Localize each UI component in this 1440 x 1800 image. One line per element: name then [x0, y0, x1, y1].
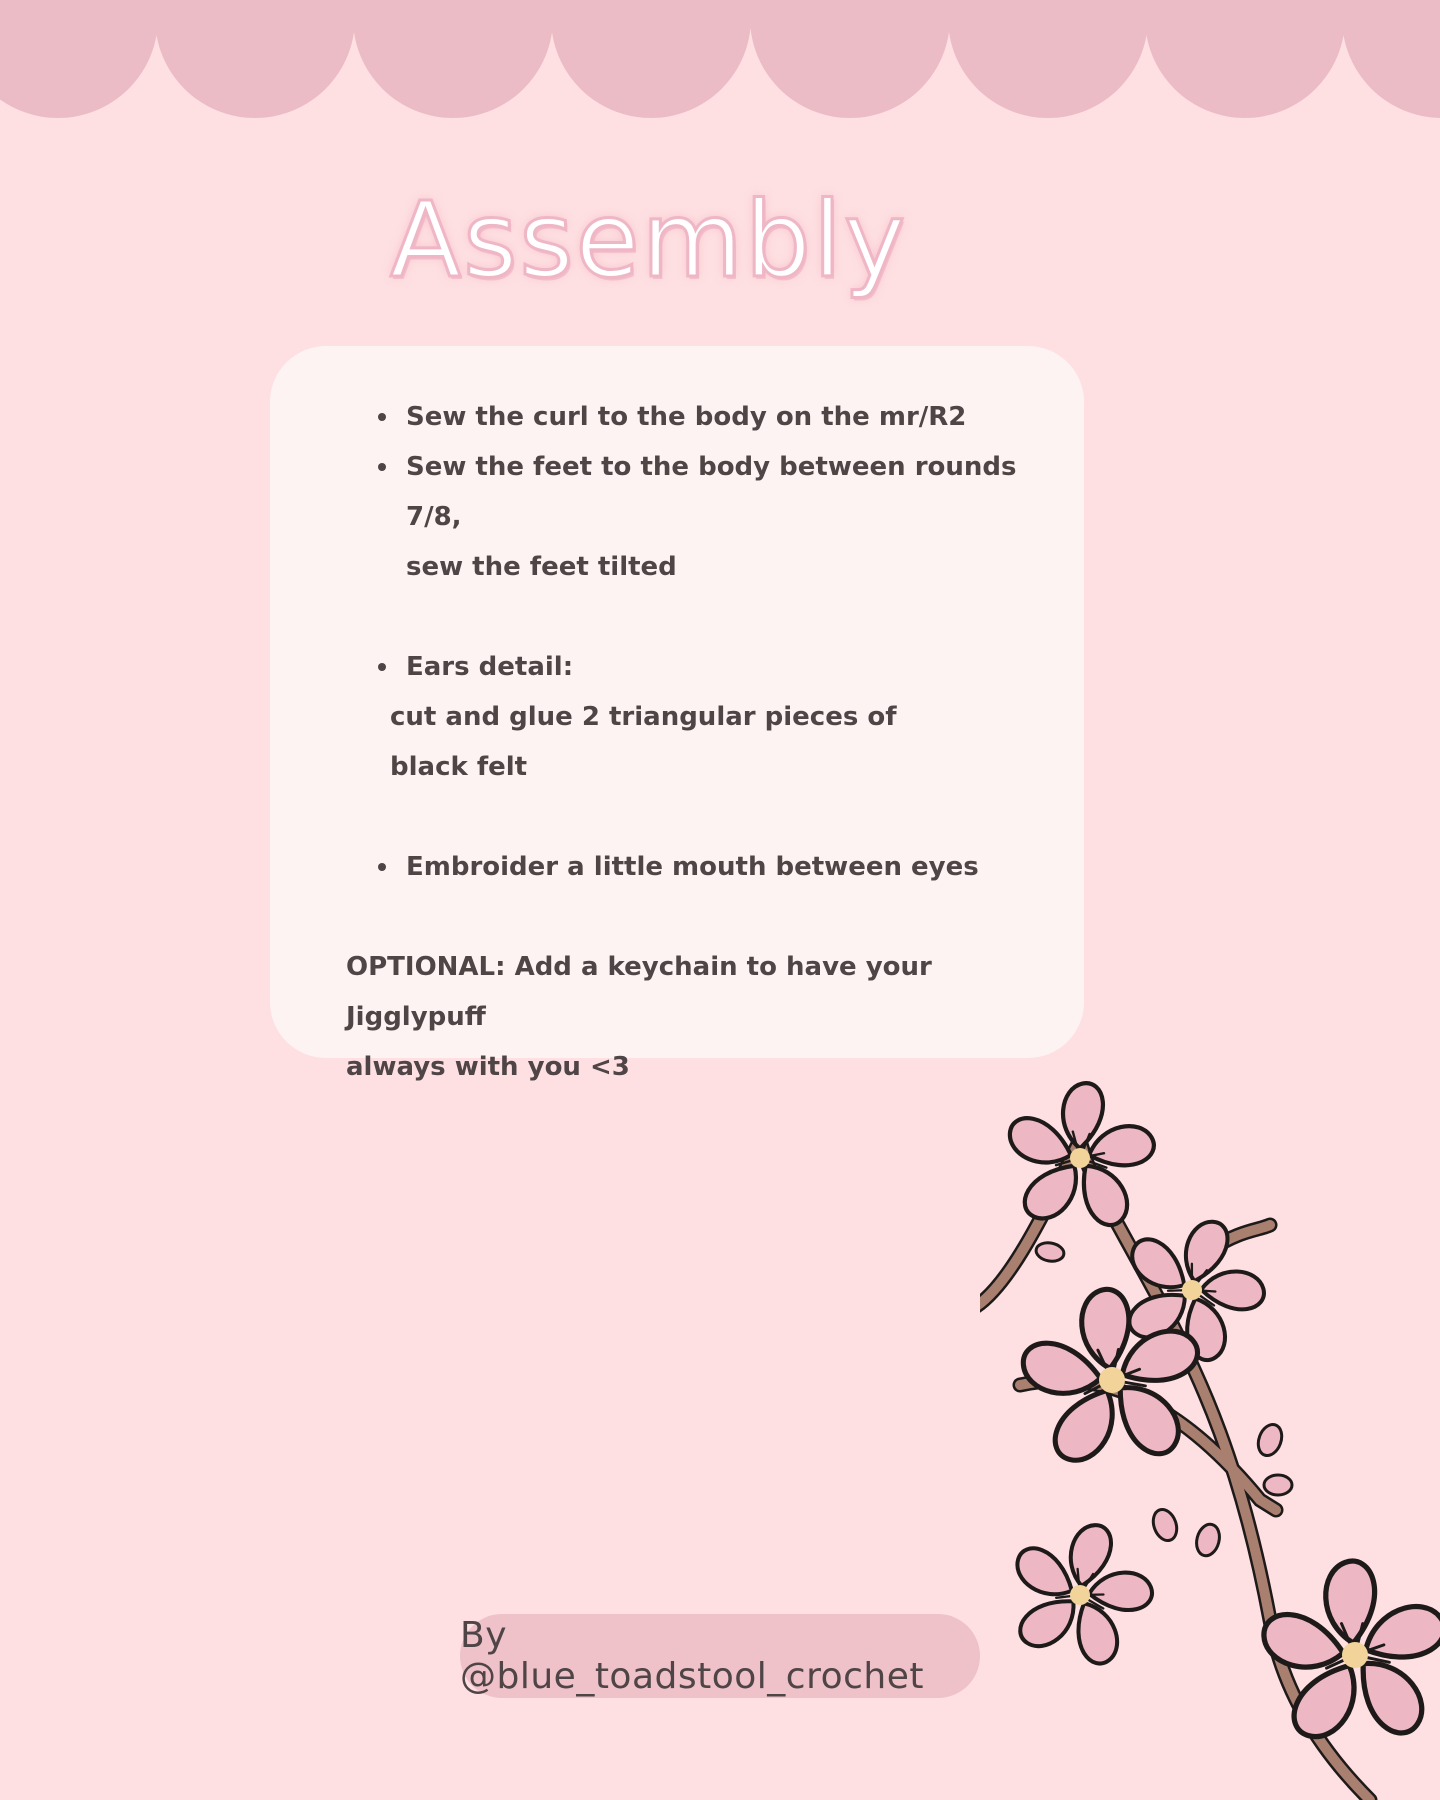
step-ears-line2: black felt — [390, 752, 528, 782]
instructions-card — [270, 346, 1084, 1082]
step-feet-line1: Sew the feet to the body between rounds 7/8, — [406, 452, 1017, 532]
step-ears-line1: cut and glue 2 triangular pieces of — [390, 702, 897, 732]
step-mouth: Embroider a little mouth between eyes — [270, 842, 1084, 892]
scallop-border — [0, 0, 1440, 120]
optional-note — [270, 942, 1084, 1092]
spacer — [270, 892, 1084, 942]
step-curl: Sew the curl to the body on the mr/R2 — [270, 392, 1084, 442]
step-feet-line2: sew the feet tilted — [406, 552, 677, 582]
ears-list — [270, 642, 1084, 692]
page-title: Assembly — [390, 179, 908, 301]
optional-line2: always with you <3 — [346, 1052, 630, 1082]
spacer — [270, 592, 1084, 642]
spacer — [270, 792, 1084, 842]
steps-list — [270, 392, 1084, 592]
author-credit: By @blue_toadstool_crochet — [460, 1614, 980, 1698]
optional-line1: OPTIONAL: Add a keychain to have your Jigglypuff — [346, 952, 932, 1032]
cherry-blossom-branch — [980, 1060, 1440, 1800]
step-feet — [270, 442, 1084, 592]
mouth-list — [270, 842, 1084, 892]
step-ears-title: Ears detail: — [270, 642, 1084, 692]
